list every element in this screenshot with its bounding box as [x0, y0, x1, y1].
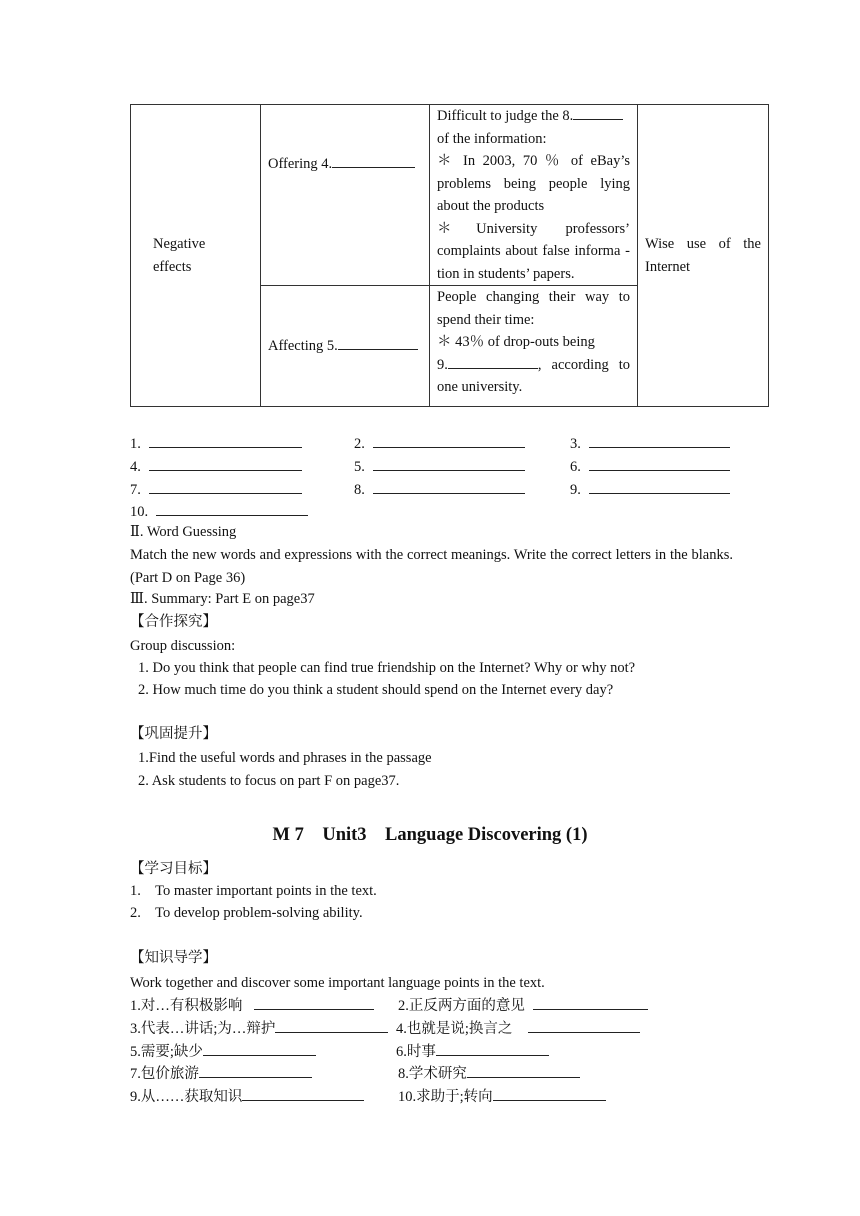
answer-blank[interactable] — [589, 433, 730, 448]
phrase-item-5: 5.需要;缺少 — [130, 1041, 316, 1062]
nine-label: 9. — [437, 356, 448, 373]
guide-intro: Work together and discover some important language points in the text. — [130, 975, 545, 991]
ebay-fact: ＊ In 2003, 70 ％ of eBay’s problems being people lying about the products — [437, 153, 630, 214]
answer-8: 8. — [354, 479, 525, 500]
effects-label: effects — [153, 258, 192, 275]
answer-3: 3. — [570, 433, 730, 454]
answer-6: 6. — [570, 456, 730, 477]
phrase-item-9: 9.从……获取知识 — [130, 1086, 364, 1107]
phrase-blank[interactable] — [254, 995, 374, 1010]
answer-blank[interactable] — [156, 501, 308, 516]
answer-blank[interactable] — [149, 479, 302, 494]
offering-cell — [261, 105, 430, 286]
phrase-item-6: 6.时事 — [396, 1041, 549, 1062]
wise-use-cell — [638, 105, 769, 407]
phrase-blank[interactable] — [467, 1063, 580, 1078]
consolidate-item-2: 2. Ask students to focus on part F on page37. — [138, 773, 400, 789]
answer-blank[interactable] — [149, 456, 302, 471]
answer-9: 9. — [570, 479, 730, 500]
consolidate-heading: 【巩固提升】 — [130, 726, 217, 742]
offering-label: Offering 4. — [268, 156, 333, 172]
answer-blank[interactable] — [373, 479, 525, 494]
information-text: of the information: — [437, 130, 547, 147]
consolidate-item-1: 1.Find the useful words and phrases in the passage — [138, 750, 432, 766]
question-1: 1. Do you think that people can find true friendship on the Internet? Why or why not? — [138, 660, 636, 676]
word-guessing-text: Match the new words and expressions with the correct meanings. Write the correct letters in the blanks. (Part D on Page 36) — [130, 547, 733, 586]
phrase-item-1: 1.对…有积极影响 — [130, 995, 374, 1016]
time-text: People changing their way to spend their time: — [437, 289, 630, 328]
answer-blank[interactable] — [373, 456, 525, 471]
blank-4[interactable] — [332, 153, 415, 168]
blank-5[interactable] — [338, 335, 418, 350]
phrase-item-3: 3.代表…讲话;为…辩护 — [130, 1018, 388, 1039]
phrase-blank[interactable] — [436, 1041, 549, 1056]
answer-blank[interactable] — [149, 433, 302, 448]
time-cell — [430, 286, 638, 407]
answer-4: 4. — [130, 456, 302, 477]
affecting-label: Affecting 5. — [268, 337, 338, 354]
dropouts-text: ＊ 43％ of drop-outs being — [437, 334, 595, 350]
answer-blank[interactable] — [373, 433, 525, 448]
answer-blank[interactable] — [589, 456, 730, 471]
blank-8[interactable] — [573, 105, 623, 120]
phrase-blank[interactable] — [199, 1063, 312, 1078]
phrase-item-10: 10.求助于;转向 — [398, 1086, 606, 1107]
answer-2: 2. — [354, 433, 525, 454]
judge-text: Difficult to judge the 8. — [437, 108, 574, 124]
wise-use-text: Wise use of the Internet — [645, 236, 761, 275]
answer-10: 10. — [130, 501, 308, 522]
phrase-blank[interactable] — [275, 1018, 388, 1033]
word-guessing-heading: Ⅱ. Word Guessing — [130, 524, 237, 540]
answer-blank[interactable] — [589, 479, 730, 494]
phrase-item-2: 2.正反两方面的意见 — [398, 995, 648, 1016]
answer-5: 5. — [354, 456, 525, 477]
negative-label: Negative — [153, 236, 206, 252]
group-discussion-label: Group discussion: — [130, 638, 236, 654]
objectives-heading: 【学习目标】 — [130, 861, 217, 877]
summary-line: Ⅲ. Summary: Part E on page37 — [130, 591, 315, 607]
phrase-blank[interactable] — [533, 995, 648, 1010]
affecting-cell — [261, 286, 430, 407]
question-2: 2. How much time do you think a student should spend on the Internet every day? — [138, 682, 614, 698]
answer-7: 7. — [130, 479, 302, 500]
phrase-item-8: 8.学术研究 — [398, 1063, 580, 1084]
phrase-blank[interactable] — [528, 1018, 640, 1033]
phrase-item-4: 4.也就是说;换言之 — [396, 1018, 640, 1039]
objective-1: 1. To master important points in the text. — [130, 883, 377, 899]
phrase-blank[interactable] — [493, 1086, 606, 1101]
answer-1: 1. — [130, 433, 302, 454]
phrase-blank[interactable] — [242, 1086, 364, 1101]
objective-2: 2. To develop problem-solving ability. — [130, 905, 363, 921]
effects-table — [130, 104, 769, 407]
phrase-blank[interactable] — [203, 1041, 316, 1056]
professors-fact: ＊University professors’ complaints about false informa -tion in students’ papers. — [437, 220, 630, 282]
cooperation-heading: 【合作探究】 — [130, 614, 217, 630]
negative-effects-cell — [131, 105, 261, 407]
guide-heading: 【知识导学】 — [130, 950, 217, 966]
page-title: M 7 Unit3 Language Discovering (1) — [272, 825, 588, 845]
phrase-item-7: 7.包价旅游 — [130, 1063, 312, 1084]
reliability-cell — [430, 105, 638, 286]
blank-9[interactable] — [448, 354, 538, 369]
university-text: , according to one university. — [437, 356, 630, 395]
